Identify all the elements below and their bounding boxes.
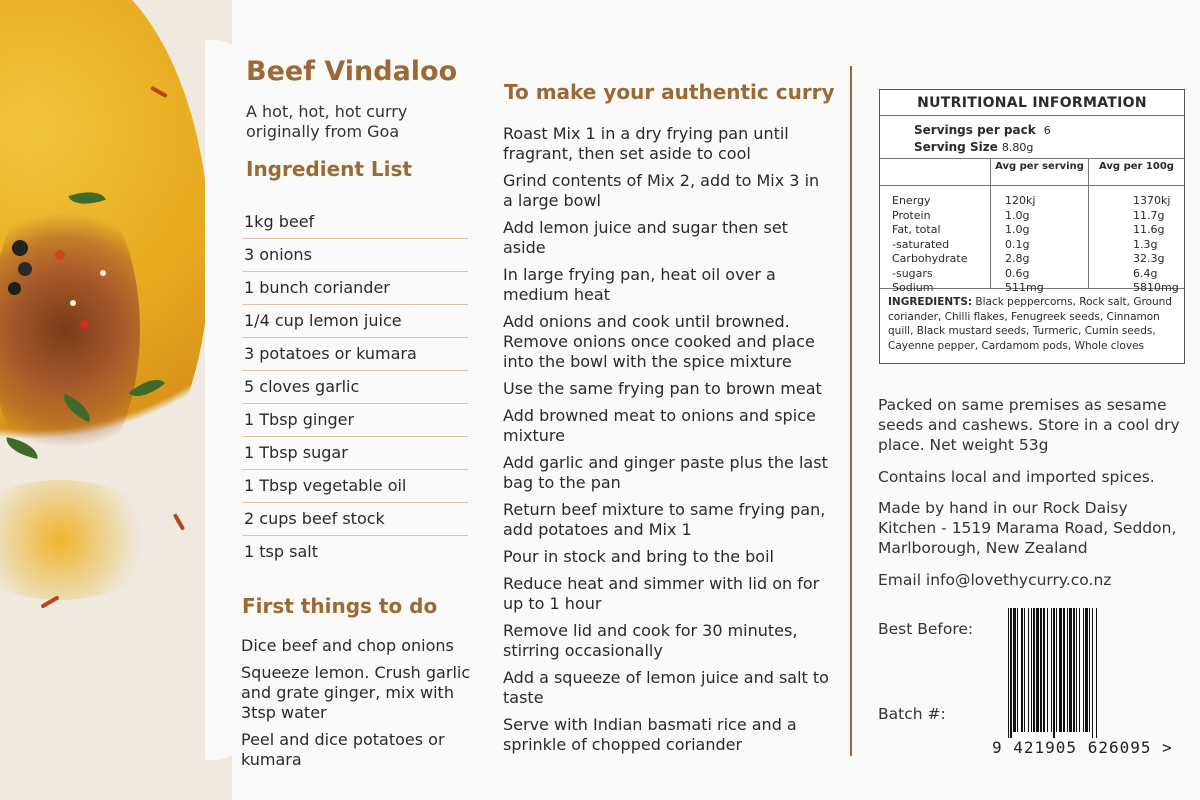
- packing-note: Packed on same premises as sesame seeds and cashews. Store in a cool dry place. Net weight 53g: [878, 396, 1180, 454]
- saffron-thread: [173, 513, 185, 531]
- ingredient-item: 3 onions: [242, 239, 468, 272]
- panel-edge: [205, 40, 245, 760]
- col-per-serving: Avg per serving: [990, 159, 1088, 185]
- chilli-flake: [55, 250, 65, 260]
- method-step: Add a squeeze of lemon juice and salt to taste: [503, 668, 829, 707]
- nutrient-100g-value: 32.3g: [1133, 252, 1165, 265]
- method-step: Serve with Indian basmati rice and a sprinkle of chopped coriander: [503, 715, 797, 754]
- ingredient-item: 1kg beef: [242, 206, 468, 239]
- nutrient-serving-value: 0.6g: [1005, 266, 1030, 280]
- method-step: Add browned meat to onions and spice mixture: [503, 406, 816, 445]
- ingredient-heading: Ingredient List: [246, 157, 412, 181]
- nutrition-body: [880, 186, 1184, 294]
- ingredient-item: 2 cups beef stock: [242, 503, 468, 536]
- nutrient-100g-value: 5810mg: [1133, 281, 1179, 294]
- ingredient-item: 1/4 cup lemon juice: [242, 305, 468, 338]
- ingredient-item: 1 Tbsp ginger: [242, 404, 468, 437]
- servings-value: 6: [1043, 124, 1051, 137]
- nutrient-100g-value: 11.7g: [1133, 208, 1165, 222]
- nutrient-name: -sugars: [892, 266, 933, 280]
- spice-ingredients: [880, 289, 1184, 353]
- nutrient-name: Protein: [892, 208, 931, 222]
- serving-size-label: Serving Size: [914, 140, 998, 154]
- first-step: Dice beef and chop onions: [241, 636, 454, 655]
- method-step: Add garlic and ginger paste plus the last bag to the pan: [503, 453, 828, 492]
- method-step: Roast Mix 1 in a dry frying pan until fragrant, then set aside to cool: [503, 124, 789, 163]
- method-step: Use the same frying pan to brown meat: [503, 379, 822, 398]
- barcode: [1008, 608, 1178, 738]
- nutrient-name: Energy: [892, 194, 931, 207]
- nutrient-name: Sodium: [892, 281, 934, 294]
- nutrient-serving-value: 2.8g: [1005, 252, 1030, 265]
- serving-size-value: 8.80g: [1001, 141, 1034, 154]
- method-step: Add onions and cook until browned. Remove onions once cooked and place into the bowl with the spice mixture: [503, 312, 815, 371]
- peppercorn: [8, 282, 21, 295]
- chilli-flake: [80, 320, 89, 329]
- method-step: Return beef mixture to same frying pan, add potatoes and Mix 1: [503, 500, 826, 539]
- peppercorn: [12, 240, 28, 256]
- nutrient-100g-value: 1.3g: [1133, 237, 1158, 251]
- turmeric-pile-lower: [0, 480, 160, 600]
- nutrient-serving-value: 1.0g: [1005, 208, 1030, 222]
- best-before-label: Best Before:: [878, 620, 974, 638]
- maker-address: Made by hand in our Rock Daisy Kitchen - 1519 Marama Road, Seddon, Marlborough, New Zealand: [878, 499, 1177, 557]
- ingredient-item: 3 potatoes or kumara: [242, 338, 468, 371]
- method-heading: To make your authentic curry: [504, 80, 835, 104]
- nutrition-table: [880, 158, 1184, 353]
- barcode-digits: 9 421905 626095 >: [992, 738, 1173, 757]
- nutrient-serving-value: 120kj: [1005, 194, 1036, 207]
- method-step: Pour in stock and bring to the boil: [503, 547, 774, 566]
- first-things-heading: First things to do: [242, 594, 438, 618]
- ingredient-item: 1 Tbsp vegetable oil: [242, 470, 468, 503]
- ingredient-item: 1 Tbsp sugar: [242, 437, 468, 470]
- ingredient-item: 5 cloves garlic: [242, 371, 468, 404]
- nutrient-name: Fat, total: [892, 223, 941, 236]
- nutrient-serving-value: 0.1g: [1005, 237, 1030, 251]
- nutrient-serving-value: 1.0g: [1005, 223, 1030, 236]
- spice-ingredients-label: INGREDIENTS:: [888, 296, 973, 308]
- ingredient-item: 1 bunch coriander: [242, 272, 468, 305]
- recipe-subtitle: A hot, hot, hot curry originally from Goa: [246, 102, 408, 141]
- method-step: In large frying pan, heat oil over a medium heat: [503, 265, 776, 304]
- method-step: Reduce heat and simmer with lid on for up to 1 hour: [503, 574, 820, 613]
- method-step: Add lemon juice and sugar then set aside: [503, 218, 788, 257]
- nutrition-panel: [879, 89, 1185, 364]
- seed: [100, 270, 106, 276]
- method-step: Remove lid and cook for 30 minutes, stirring occasionally: [503, 621, 798, 660]
- ingredient-list: [242, 206, 468, 568]
- nutrient-100g-value: 1370kj: [1133, 194, 1171, 207]
- spice-photo: [0, 0, 232, 800]
- nutrient-100g-value: 6.4g: [1133, 266, 1158, 280]
- column-divider: [850, 66, 852, 756]
- nutrition-title: NUTRITIONAL INFORMATION: [880, 90, 1184, 116]
- spice-ingredients-text: Black peppercorns, Rock salt, Ground coriander, Chilli flakes, Fenugreek seeds, Cinnamon quill, Black mustard seeds, Turmeric, Cumin seeds, Cayenne pepper, Cardamom pods, Whole cloves: [888, 296, 1172, 352]
- servings-label: Servings per pack: [914, 123, 1036, 137]
- seed: [70, 300, 76, 306]
- nutrient-serving-value: 511mg: [1005, 281, 1044, 294]
- nutrient-name: -saturated: [892, 237, 950, 251]
- col-per-100g: Avg per 100g: [1088, 159, 1184, 185]
- recipe-title: Beef Vindaloo: [246, 56, 458, 87]
- barcode-bars: [1008, 608, 1178, 732]
- contains-note: Contains local and imported spices.: [878, 468, 1155, 486]
- servings-block: [880, 116, 1184, 158]
- nutrient-name: Carbohydrate: [892, 252, 968, 265]
- ingredient-item: 1 tsp salt: [244, 542, 318, 561]
- batch-label: Batch #:: [878, 705, 946, 723]
- method-step: Grind contents of Mix 2, add to Mix 3 in a large bowl: [503, 171, 820, 210]
- method-steps: [503, 124, 833, 762]
- first-step: Peel and dice potatoes or kumara: [241, 730, 445, 769]
- barcode-gap: [1097, 608, 1098, 732]
- nutrient-100g-value: 11.6g: [1133, 223, 1165, 236]
- nutrition-header-row: [880, 159, 1184, 186]
- contact-email: Email info@lovethycurry.co.nz: [878, 571, 1112, 589]
- first-step: Squeeze lemon. Crush garlic and grate ginger, mix with 3tsp water: [241, 663, 471, 722]
- peppercorn: [18, 262, 32, 276]
- first-things-list: [241, 636, 471, 777]
